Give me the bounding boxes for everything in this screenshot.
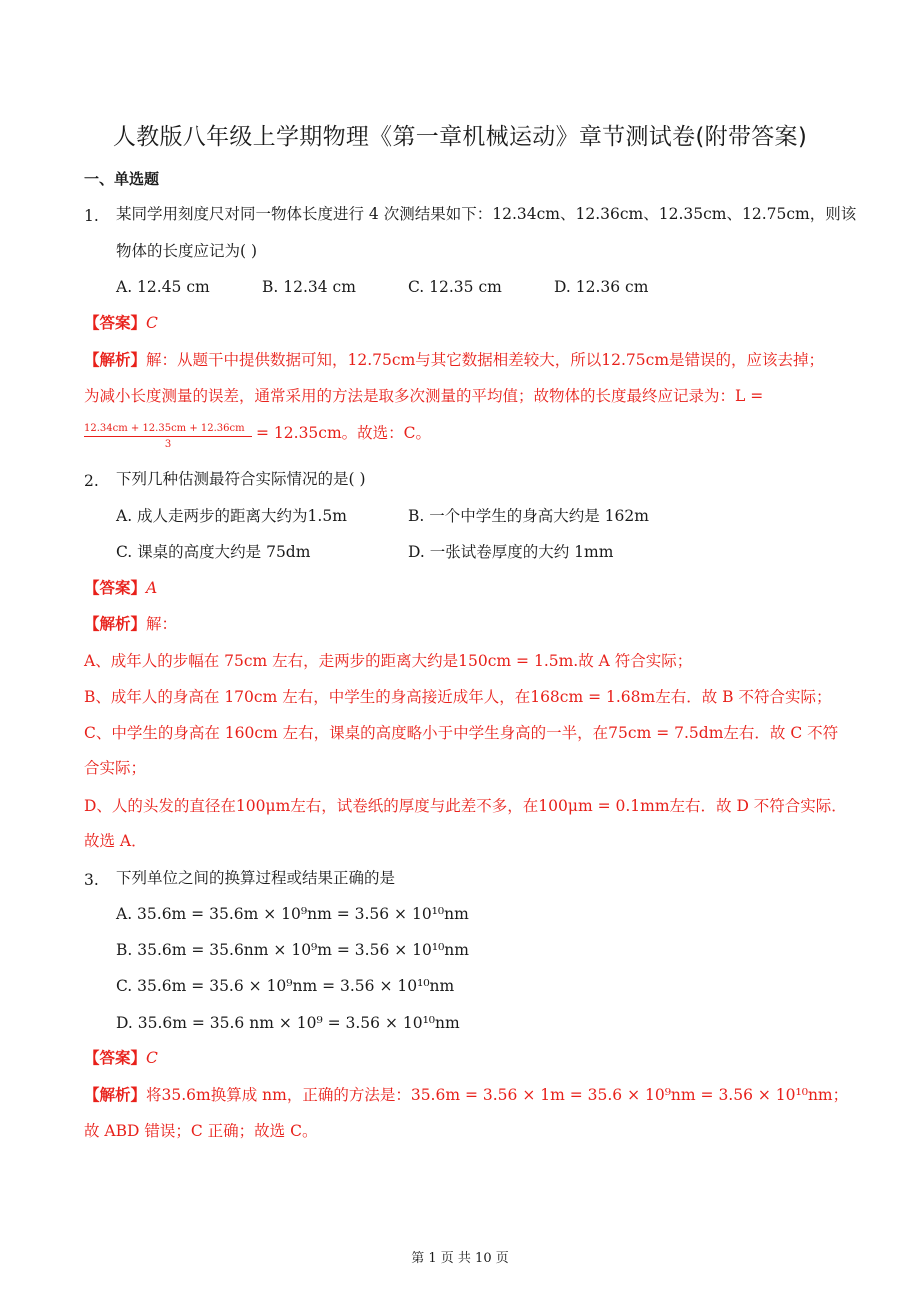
question-1-analysis xyxy=(84,349,824,371)
analysis-line-a: A、成年人的步幅在 75cm 左右，走两步的距离大约是150cm = 1.5m.故 A 符合实际； xyxy=(84,652,693,670)
analysis-text: 解： xyxy=(146,615,178,633)
section-heading: 一、单选题 xyxy=(84,170,160,188)
fraction-denominator: 3 xyxy=(164,439,172,450)
analysis-text: 将35.6m换算成 nm，正确的方法是：35.6m = 3.56 × 1m = 35.6 × 10⁹nm = 3.56 × 10¹⁰nm； xyxy=(146,1086,849,1104)
question-1-analysis-cont: 为减小长度测量的误差，通常采用的方法是取多次测量的平均值；故物体的长度最终应记录为：L = xyxy=(84,387,764,405)
answer-label: 【答案】 xyxy=(84,314,147,332)
analysis-label: 【解析】 xyxy=(84,351,147,369)
question-1-option-b: B. 12.34 cm xyxy=(262,278,356,296)
question-2-option-c: C. 课桌的高度大约是 75dm xyxy=(116,543,311,561)
question-3-option-a: A. 35.6m = 35.6m × 10⁹nm = 3.56 × 10¹⁰nm xyxy=(116,905,469,923)
analysis-line-d: D、人的头发的直径在100μm左右，试卷纸的厚度与此差不多，在100μm = 0.1mm左右．故 D 不符合实际． xyxy=(84,797,847,815)
question-3-answer xyxy=(84,1047,158,1069)
analysis-label: 【解析】 xyxy=(84,615,147,633)
answer-value: C xyxy=(146,314,158,332)
analysis-line-c: C、中学生的身高在 160cm 左右，课桌的高度略小于中学生身高的一半，在75cm = 7.5dm左右．故 C 不符 xyxy=(84,724,839,742)
fraction-bar xyxy=(84,436,252,437)
question-2-analysis xyxy=(84,613,177,635)
question-3-option-b: B. 35.6m = 35.6nm × 10⁹m = 3.56 × 10¹⁰nm xyxy=(116,941,469,959)
answer-value: A xyxy=(146,579,158,597)
question-1-text: 某同学用刻度尺对同一物体长度进行 4 次测结果如下：12.34cm、12.36cm、12.35cm、12.75cm，则该 xyxy=(116,205,857,223)
question-2-number: 2. xyxy=(84,472,99,490)
question-3-text: 下列单位之间的换算过程或结果正确的是 xyxy=(116,869,396,887)
page-footer: 第 1 页 共 10 页 xyxy=(411,1251,509,1266)
question-1-number: 1. xyxy=(84,207,99,225)
analysis-label: 【解析】 xyxy=(84,1086,147,1104)
answer-label: 【答案】 xyxy=(84,1049,147,1067)
question-1-analysis-result: = 12.35cm。故选：C。 xyxy=(256,424,432,442)
question-3-number: 3. xyxy=(84,871,99,889)
analysis-line-c-cont: 合实际； xyxy=(84,759,147,777)
question-2-answer xyxy=(84,577,157,599)
document-title: 人教版八年级上学期物理《第一章机械运动》章节测试卷(附带答案) xyxy=(112,124,808,150)
analysis-conclusion: 故选 A． xyxy=(84,832,147,850)
question-3-analysis xyxy=(84,1084,848,1106)
analysis-line-b: B、成年人的身高在 170cm 左右，中学生的身高接近成年人，在168cm = 1.68m左右．故 B 不符合实际； xyxy=(84,688,832,706)
question-1-text-cont: 物体的长度应记为( ) xyxy=(116,242,258,260)
question-3-option-c: C. 35.6m = 35.6 × 10⁹nm = 3.56 × 10¹⁰nm xyxy=(116,977,455,995)
question-2-option-d: D. 一张试卷厚度的大约 1mm xyxy=(408,543,614,561)
fraction-numerator: 12.34cm + 12.35cm + 12.36cm xyxy=(84,423,245,434)
question-2-text: 下列几种估测最符合实际情况的是( ) xyxy=(116,470,366,488)
question-1-option-c: C. 12.35 cm xyxy=(408,278,502,296)
question-2-option-a: A. 成人走两步的距离大约为1.5m xyxy=(116,507,347,525)
analysis-text: 解：从题干中提供数据可知，12.75cm与其它数据相差较大，所以12.75cm是错误的，应该去掉； xyxy=(146,351,825,369)
question-1-option-d: D. 12.36 cm xyxy=(554,278,649,296)
answer-value: C xyxy=(146,1049,158,1067)
question-3-option-d: D. 35.6m = 35.6 nm × 10⁹ = 3.56 × 10¹⁰nm xyxy=(116,1014,460,1032)
question-1-answer xyxy=(84,312,158,334)
question-3-analysis-cont: 故 ABD 错误；C 正确；故选 C。 xyxy=(84,1122,318,1140)
question-2-option-b: B. 一个中学生的身高大约是 162m xyxy=(408,507,649,525)
question-1-option-a: A. 12.45 cm xyxy=(116,278,210,296)
answer-label: 【答案】 xyxy=(84,579,147,597)
